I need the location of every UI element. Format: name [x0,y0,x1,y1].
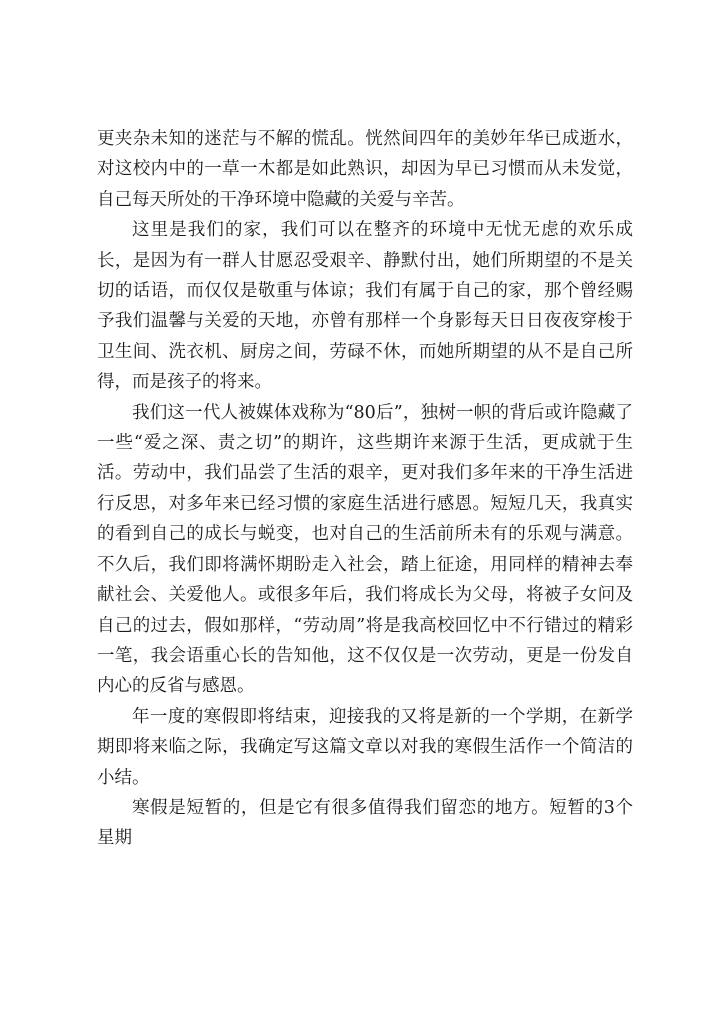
body-text [97,124,633,854]
paragraph-4: 年一度的寒假即将结束，迎接我的又将是新的一个学期，在新学期即将来临之际，我确定写这篇文章以对我的寒假生活作一个简洁的小结。 [97,706,633,788]
paragraph-1: 更夹杂未知的迷茫与不解的慌乱。恍然间四年的美妙年华已成逝水，对这校内中的一草一木都是如此熟识，却因为早已习惯而从未发觉，自己每天所处的干净环境中隐藏的关爱与辛苦。 [97,129,633,210]
paragraph-2: 这里是我们的家，我们可以在整齐的环境中无忧无虑的欢乐成长，是因为有一群人甘愿忍受艰辛、静默付出，她们所期望的不是关切的话语，而仅仅是敬重与体谅；我们有属于自己的家，那个曾经赐予我们温馨与关爱的天地，亦曾有那样一个身影每天日日夜夜穿梭于卫生间、洗衣机、厨房之间，劳碌不休，而她所期望的从不是自己所得，而是孩子的将来。 [97,220,633,393]
paragraph-3: 我们这一代人被媒体戏称为“80后”，独树一帜的背后或许隐藏了一些“爱之深、责之切”的期许，这些期许来源于生活，更成就于生活。劳动中，我们品尝了生活的艰辛，更对我们多年来的干净生活进行反思，对多年来已经习惯的家庭生活进行感恩。短短几天，我真实的看到自己的成长与蜕变，也对自己的生活前所未有的乐观与满意。不久后，我们即将满怀期盼走入社会，踏上征途，用同样的精神去奉献社会、关爱他人。或很多年后，我们将成长为父母，将被子女问及自己的过去，假如那样，“劳动周”将是我高校回忆中不行错过的精彩一笔，我会语重心长的告知他，这不仅仅是一次劳动，更是一份发自内心的反省与感恩。 [97,402,633,697]
paragraph-5: 寒假是短暂的，但是它有很多值得我们留恋的地方。短暂的3个星期 [97,797,633,849]
